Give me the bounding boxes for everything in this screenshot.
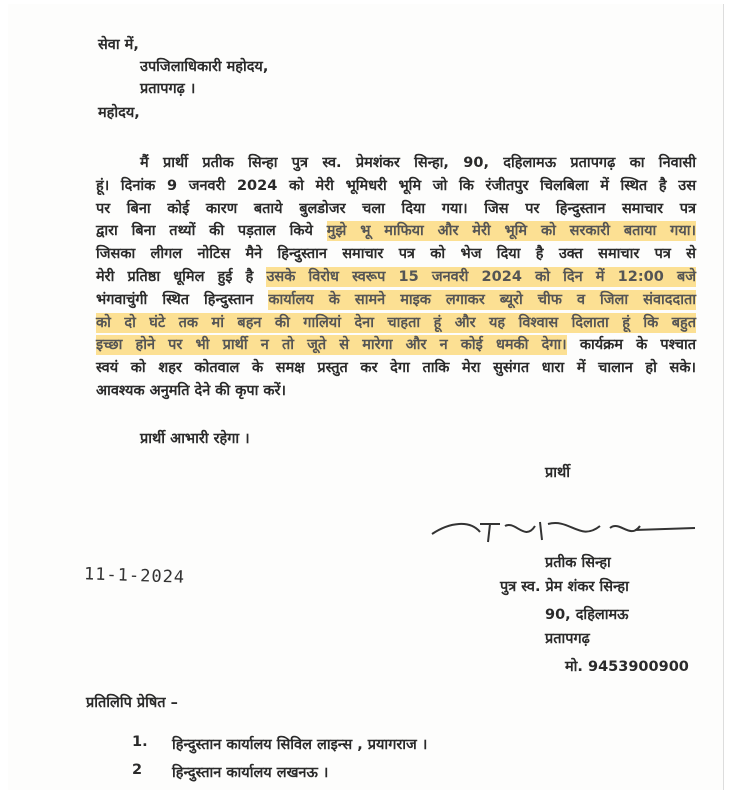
body-text: द्वारा बिना तथ्यों की पड़ताल किये [96, 223, 327, 240]
copy-heading: प्रतिलिपि प्रेषित – [86, 695, 178, 711]
signatory-name: प्रतीक सिन्हा [545, 555, 611, 571]
body-text: कार्यक्रम के पश्चात [566, 337, 697, 354]
body-line [96, 243, 696, 266]
signature-label: प्रार्थी [545, 465, 571, 481]
body-line [96, 289, 696, 312]
letter-body [96, 152, 696, 403]
highlighted-text: मुझे भू माफिया और मेरी भूमि को सरकारी बताया गया। [326, 223, 696, 240]
body-text: मेरी प्रतिष्ठा धूमिल हुई है [96, 268, 267, 285]
salutation-office: उपजिलाधिकारी महोदय, [140, 59, 269, 75]
closing: प्रार्थी आभारी रहेगा । [140, 431, 250, 447]
body-line [96, 152, 696, 175]
body-line [96, 334, 696, 357]
copy-item-number: 1. [132, 734, 148, 750]
body-text: हूं। दिनांक 9 जनवरी 2024 को मेरी भूमिधरी भूमि जो कि रंजीतपुर चिलबिला में स्थित है उस [96, 177, 696, 194]
salutation-place: प्रतापगढ़ । [140, 81, 196, 97]
signatory-address2: प्रतापगढ़ [545, 631, 590, 647]
greeting: महोदय, [98, 105, 140, 121]
signatory-mobile: मो. 9453900900 [565, 659, 689, 675]
copy-item-text: हिन्दुस्तान कार्यालय सिविल लाइन्स , प्रयागराज । [172, 737, 428, 753]
signatory-address1: 90, दहिलामऊ [545, 607, 629, 623]
highlighted-text: कार्यालय के सामने माइक लगाकर ब्यूरो चीफ व जिला संवाददाता [268, 291, 696, 308]
copy-item-number: 2 [132, 762, 143, 778]
body-text: आवश्यक अनुमति देने की कृपा करें। [96, 382, 286, 399]
body-line [96, 198, 696, 221]
signatory-parent: पुत्र स्व. प्रेम शंकर सिन्हा [500, 579, 629, 595]
body-text: जिसका लीगल नोटिस मैने हिन्दुस्तान समाचार पत्र को भेज दिया है उक्त समाचार पत्र से [96, 246, 696, 263]
handwritten-signature [430, 512, 700, 548]
body-line [96, 266, 696, 289]
highlighted-text: उसके विरोध स्वरूप 15 जनवरी 2024 को दिन में 12:00 बजे [266, 268, 697, 285]
highlighted-text: को दो घंटे तक मां बहन की गालियां देना चाहता हूं और यह विश्वास दिलाता हूं कि बहुत [96, 314, 696, 331]
body-line [96, 312, 696, 335]
body-line [96, 357, 696, 380]
body-line [96, 175, 696, 198]
body-line [96, 380, 696, 403]
highlighted-text: इच्छा होने पर भी प्रार्थी न तो जूते से मारेगा और न कोई धमकी देगा। [96, 337, 567, 354]
body-line [96, 220, 696, 243]
copy-item-text: हिन्दुस्तान कार्यालय लखनऊ । [172, 765, 329, 781]
body-text: मैं प्रार्थी प्रतीक सिन्हा पुत्र स्व. प्रेमशंकर सिन्हा, 90, दहिलामऊ प्रतापगढ़ का निवासी [140, 155, 696, 171]
body-text: पर बिना कोई कारण बताये बुलडोजर चला दिया गया। जिस पर हिन्दुस्तान समाचार पत्र [96, 200, 696, 217]
body-text: भंगवाचुंगी स्थित हिन्दुस्तान [96, 291, 269, 308]
salutation-to: सेवा में, [98, 37, 139, 53]
body-text: स्वयं को शहर कोतवाल के समक्ष प्रस्तुत कर देगा ताकि मेरा सुसंगत धारा में चालान हो सके। [96, 360, 696, 377]
handwritten-date: 11-1-2024 [83, 564, 186, 588]
